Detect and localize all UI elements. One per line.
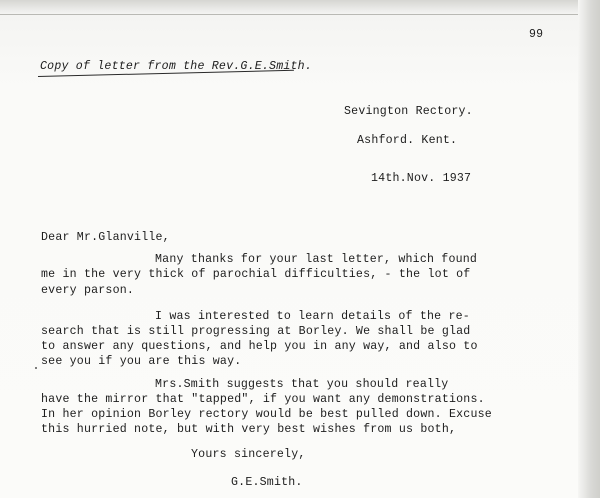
letter-heading: Copy of letter from the Rev.G.E.Smith. <box>40 60 312 73</box>
paragraph-3-line-3: In her opinion Borley rectory would be best pulled down. Excuse <box>41 408 492 421</box>
paragraph-2-line-4: see you if you are this way. <box>41 355 242 368</box>
paragraph-3-line-2: have the mirror that "tapped", if you want any demonstrations. <box>41 393 485 406</box>
page-right-edge <box>578 0 600 498</box>
paragraph-1-line-2: me in the very thick of parochial difficulties, - the lot of <box>41 268 471 281</box>
closing: Yours sincerely, <box>191 448 306 461</box>
page-number: 99 <box>529 28 544 41</box>
paragraph-2-line-3: to answer any questions, and help you in any way, and also to <box>41 340 478 353</box>
paragraph-2-line-1: I was interested to learn details of the re- <box>155 310 470 323</box>
address-line-1: Sevington Rectory. <box>344 105 473 118</box>
address-line-2: Ashford. Kent. <box>357 134 458 147</box>
salutation: Dear Mr.Glanville, <box>41 231 170 244</box>
paragraph-1-line-1: Many thanks for your last letter, which found <box>155 253 478 266</box>
paragraph-1-line-3: every parson. <box>41 284 135 297</box>
signature: G.E.Smith. <box>231 476 303 489</box>
paragraph-3-line-4: this hurried note, but with very best wishes from us both, <box>41 423 457 436</box>
ink-speck <box>35 367 37 369</box>
letter-date: 14th.Nov. 1937 <box>371 172 472 185</box>
page-top-edge <box>0 0 600 14</box>
page-fold-line <box>0 14 585 15</box>
paragraph-3-line-1: Mrs.Smith suggests that you should really <box>155 378 449 391</box>
paragraph-2-line-2: search that is still progressing at Borley. We shall be glad <box>41 325 471 338</box>
